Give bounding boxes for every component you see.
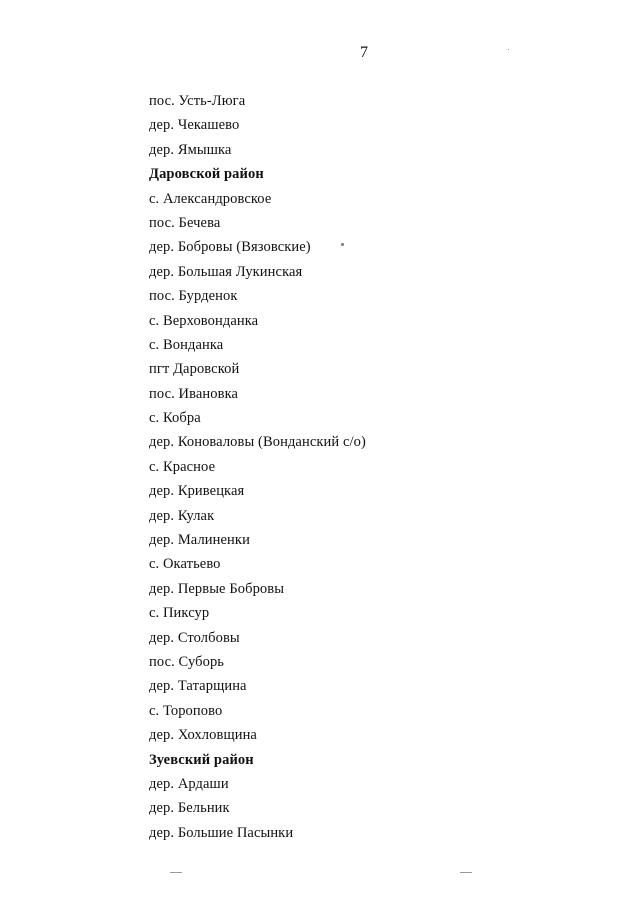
settlement-entry: дер. Кривецкая: [149, 483, 245, 500]
settlement-entry: с. Окатьево: [149, 556, 221, 573]
settlement-entry: с. Верховонданка: [149, 312, 259, 329]
settlement-entry: с. Кобра: [149, 410, 201, 427]
settlement-entry: с. Красное: [149, 458, 216, 475]
settlement-entry: пос. Ивановка: [149, 385, 239, 402]
settlement-entry: дер. Коноваловы (Вонданский с/о): [149, 434, 366, 451]
settlement-entry: дер. Бобровы (Вязовские): [149, 239, 311, 256]
settlement-entry: дер. Первые Бобровы: [149, 580, 285, 597]
settlement-entry: с. Вонданка: [149, 336, 224, 353]
settlement-entry: дер. Чекашево: [149, 117, 240, 134]
settlement-entry: пос. Бечева: [149, 214, 221, 231]
settlement-list: [149, 89, 366, 845]
settlement-entry: с. Торопово: [149, 702, 223, 719]
settlement-entry: дер. Ардаши: [149, 775, 229, 792]
settlement-entry: пос. Бурденок: [149, 288, 238, 305]
scan-mark: [170, 872, 182, 873]
scan-speck: [508, 49, 509, 50]
settlement-entry: дер. Большая Лукинская: [149, 263, 303, 280]
settlement-entry: дер. Татарщина: [149, 678, 247, 695]
settlement-entry: дер. Малиненки: [149, 532, 250, 549]
settlement-entry: пос. Суборь: [149, 653, 225, 670]
settlement-entry: дер. Кулак: [149, 507, 215, 524]
settlement-entry: дер. Столбовы: [149, 629, 240, 646]
settlement-entry: пгт Даровской: [149, 361, 240, 378]
settlement-entry: дер. Ямышка: [149, 141, 232, 158]
district-heading: Даровской район: [149, 166, 264, 183]
settlement-entry: дер. Большие Пасынки: [149, 824, 294, 841]
settlement-entry: пос. Усть-Люга: [149, 93, 246, 109]
settlement-entry: дер. Хохловщина: [149, 727, 257, 744]
settlement-entry: с. Александровское: [149, 190, 272, 207]
page-number: 7: [360, 44, 368, 61]
settlement-entry: дер. Бельник: [149, 800, 230, 817]
scan-mark: [460, 872, 472, 873]
district-heading: Зуевский район: [149, 751, 254, 768]
settlement-entry: с. Пиксур: [149, 605, 210, 622]
scan-speck: [341, 243, 344, 246]
